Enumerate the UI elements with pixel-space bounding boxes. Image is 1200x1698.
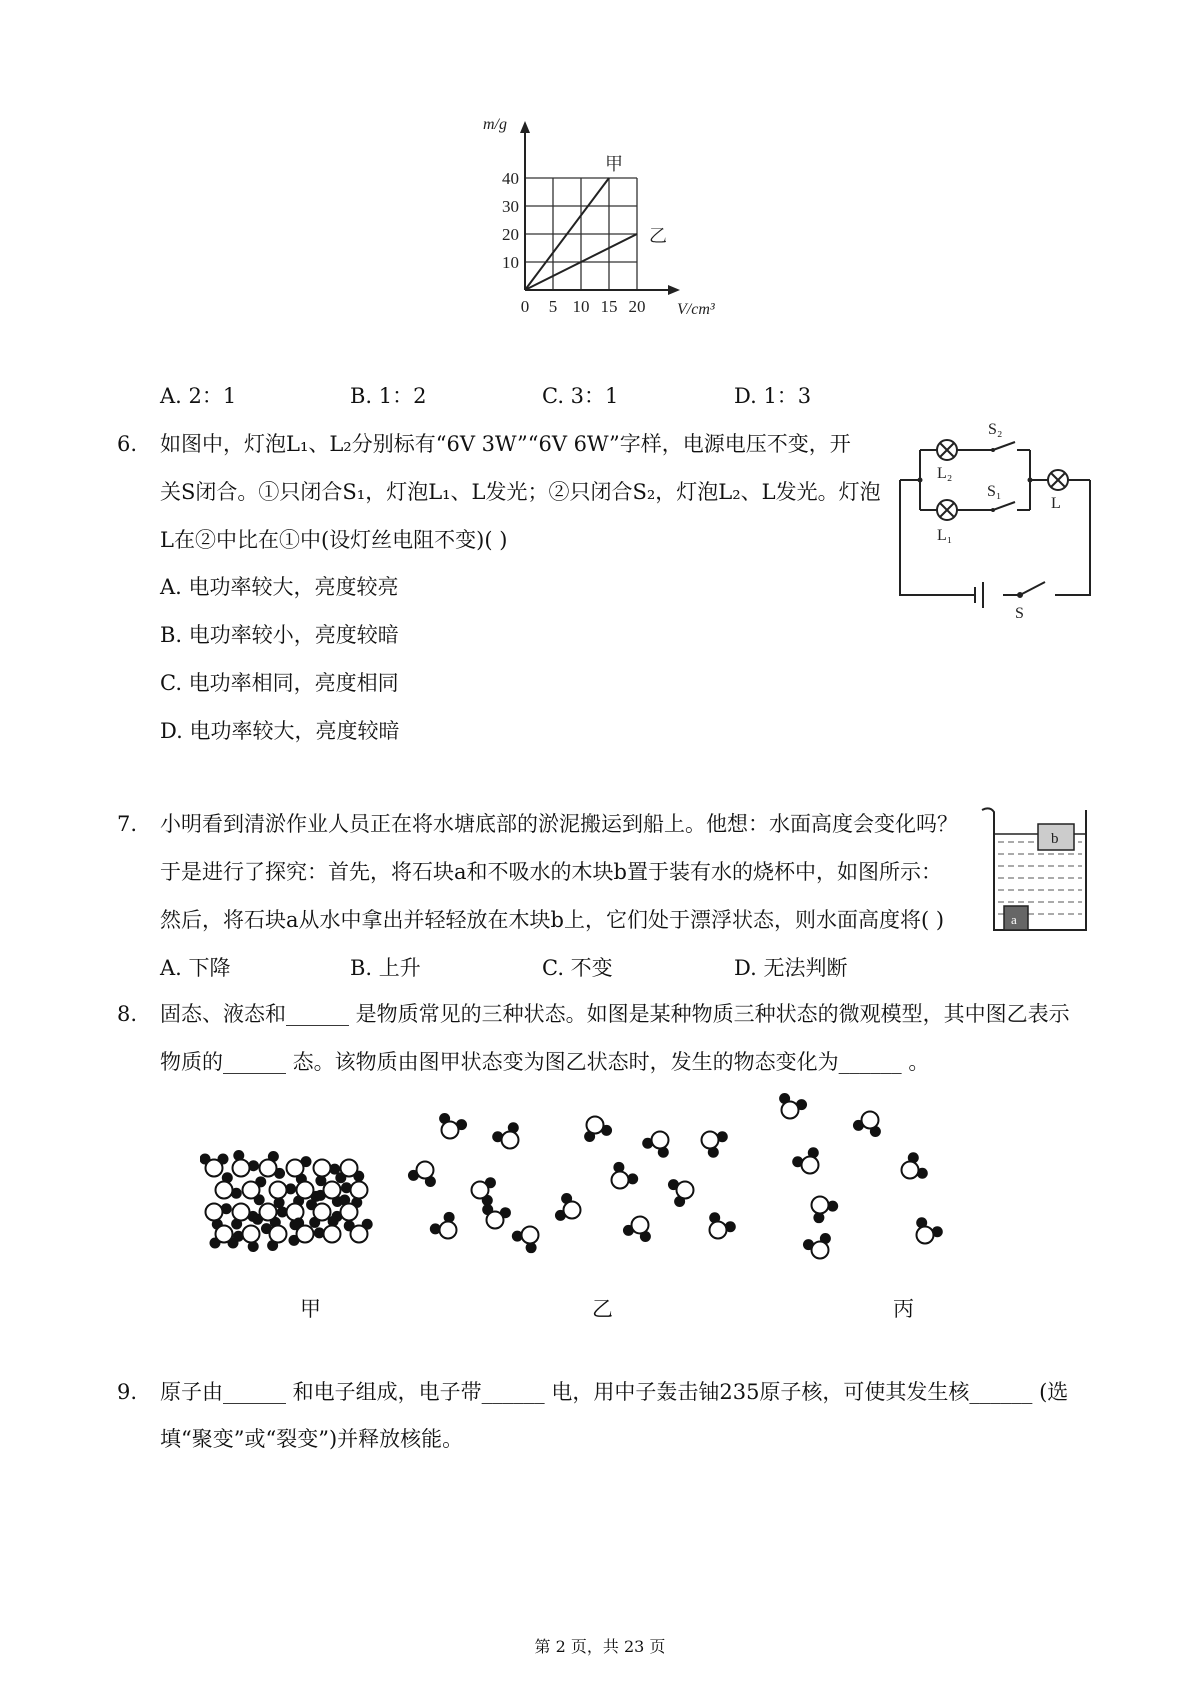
mass-volume-chart bbox=[470, 115, 740, 325]
molecule-icon bbox=[344, 1219, 373, 1243]
label-l: L bbox=[1051, 495, 1061, 512]
q6-option-d: D. 电功率较大，亮度较暗 bbox=[160, 719, 400, 743]
molecule-icon bbox=[492, 1122, 519, 1148]
molecule-icon bbox=[916, 1217, 943, 1243]
chart-grid bbox=[525, 178, 637, 290]
q9-number: 9. bbox=[117, 1380, 138, 1404]
molecule-icon bbox=[555, 1193, 581, 1221]
q6-stem-line3: L在②中比在①中(设灯丝电阻不变)( ) bbox=[160, 528, 508, 552]
label-l2: L₂ bbox=[937, 465, 953, 482]
q6-option-a: A. 电功率较大，亮度较亮 bbox=[160, 575, 399, 599]
molecule-icon bbox=[482, 1204, 511, 1228]
y-tick-label: 20 bbox=[502, 225, 519, 244]
molecule-icon bbox=[430, 1212, 457, 1239]
fig-label-bing: 丙 bbox=[893, 1297, 914, 1321]
q7-beaker-diagram bbox=[980, 802, 1090, 937]
molecule-icon bbox=[623, 1217, 651, 1243]
lamp-l1-icon bbox=[937, 500, 957, 520]
molecule-icon bbox=[709, 1212, 736, 1238]
label-b: b bbox=[1051, 831, 1059, 847]
q7-option-b: B. 上升 bbox=[350, 956, 421, 980]
lamp-l2-icon bbox=[937, 440, 957, 460]
x-axis-arrow bbox=[668, 285, 680, 295]
x-tick-label: 5 bbox=[548, 297, 558, 316]
q6-number: 6. bbox=[117, 432, 138, 456]
molecule-icon bbox=[439, 1113, 467, 1139]
q8-stem-line1: 固态、液态和______ 是物质常见的三种状态。如图是某种物质三种状态的微观模型，其中图乙表示 bbox=[160, 1002, 1070, 1026]
series-label: 乙 bbox=[649, 226, 667, 246]
molecule-icon bbox=[287, 1156, 312, 1184]
q7-number: 7. bbox=[117, 812, 138, 836]
q6-option-b: B. 电功率较小，亮度较暗 bbox=[160, 623, 399, 647]
q6-option-c: C. 电功率相同，亮度相同 bbox=[160, 671, 399, 695]
y-tick-label: 10 bbox=[502, 253, 519, 272]
q7-option-a: A. 下降 bbox=[160, 956, 231, 980]
label-s2: S₂ bbox=[988, 421, 1003, 438]
water-dashes bbox=[998, 842, 1082, 914]
fig-label-yi: 乙 bbox=[592, 1297, 613, 1321]
x-tick-label: 20 bbox=[628, 297, 646, 316]
x-tick-label: 0 bbox=[520, 297, 530, 316]
molecule-icon bbox=[853, 1112, 881, 1138]
q8-number: 8. bbox=[117, 1002, 138, 1026]
q7-option-c: C. 不变 bbox=[542, 956, 613, 980]
chart-labels bbox=[483, 116, 715, 318]
x-axis-label: V/cm³ bbox=[677, 301, 715, 318]
q5-option-d: D. 1：3 bbox=[734, 384, 812, 408]
molecule-icon bbox=[243, 1176, 267, 1205]
page-footer: 第 2 页，共 23 页 bbox=[534, 1637, 666, 1656]
molecule-icon bbox=[472, 1177, 496, 1206]
q6-stem-line1: 如图中，灯泡L₁、L₂分别标有“6V 3W”“6V 6W”字样，电源电压不变，开 bbox=[160, 432, 851, 456]
q6-stem-line2: 关S闭合。①只闭合S₁，灯泡L₁、L发光；②只闭合S₂，灯泡L₂、L发光。灯泡 bbox=[160, 480, 881, 504]
molecule-icon bbox=[408, 1162, 436, 1188]
q5-option-c: C. 3：1 bbox=[542, 384, 619, 408]
molecule-icon bbox=[612, 1162, 639, 1189]
label-s1: S₁ bbox=[987, 483, 1002, 500]
y-axis-label: m/g bbox=[483, 116, 507, 133]
q6-circuit-diagram bbox=[895, 420, 1105, 620]
y-tick-label: 40 bbox=[502, 169, 519, 188]
molecule-icon bbox=[306, 1199, 330, 1228]
lamp-l-icon bbox=[1048, 470, 1068, 490]
q7-option-d: D. 无法判断 bbox=[734, 956, 848, 980]
q7-stem-line3: 然后，将石块a从水中拿出并轻轻放在木块b上，它们处于漂浮状态，则水面高度将( ) bbox=[160, 908, 945, 932]
y-axis-arrow bbox=[520, 121, 530, 133]
molecule-icon bbox=[812, 1197, 839, 1224]
molecule-icon bbox=[512, 1227, 539, 1254]
molecule-icon bbox=[702, 1131, 728, 1158]
chart-axes bbox=[520, 121, 680, 295]
molecule-icon bbox=[792, 1147, 819, 1173]
y-tick-label: 30 bbox=[502, 197, 519, 216]
q7-stem-line2: 于是进行了探究：首先，将石块a和不吸水的木块b置于装有水的烧杯中，如图所示： bbox=[160, 860, 942, 884]
molecule-icon bbox=[803, 1233, 831, 1259]
x-tick-label: 15 bbox=[600, 297, 618, 316]
molecule-icon bbox=[642, 1132, 669, 1158]
molecule-icon bbox=[779, 1093, 807, 1119]
q9-stem-line1: 原子由______ 和电子组成，电子带______ 电，用中子轰击铀235原子核，可使其发生核______ (选 bbox=[160, 1380, 1069, 1404]
molecule-icon bbox=[261, 1223, 287, 1251]
x-tick-label: 10 bbox=[572, 297, 590, 316]
q7-stem-line1: 小明看到清淤作业人员正在将水塘底部的淤泥搬运到船上。他想：水面高度会变化吗？ bbox=[160, 812, 958, 836]
label-a: a bbox=[1011, 912, 1017, 927]
molecule-icon bbox=[668, 1179, 694, 1207]
q8-stem-line2: 物质的______ 态。该物质由图甲状态变为图乙状态时，发生的物态变化为______ 。 bbox=[160, 1050, 930, 1074]
label-l1: L₁ bbox=[937, 527, 953, 544]
molecule-icon bbox=[233, 1150, 260, 1177]
q8-molecule-models bbox=[200, 1090, 1050, 1280]
molecule-icon bbox=[902, 1152, 928, 1179]
molecule-icon bbox=[584, 1117, 612, 1143]
q5-option-a: A. 2：1 bbox=[160, 384, 237, 408]
molecule-icon bbox=[200, 1154, 229, 1177]
label-s: S bbox=[1015, 605, 1024, 620]
molecule-icon bbox=[260, 1151, 286, 1179]
molecule-icon bbox=[233, 1226, 260, 1253]
fig-label-jia: 甲 bbox=[300, 1297, 321, 1321]
q9-stem-line2: 填“聚变”或“裂变”)并释放核能。 bbox=[160, 1427, 464, 1451]
q5-option-b: B. 1：2 bbox=[350, 384, 427, 408]
series-label: 甲 bbox=[605, 154, 623, 174]
